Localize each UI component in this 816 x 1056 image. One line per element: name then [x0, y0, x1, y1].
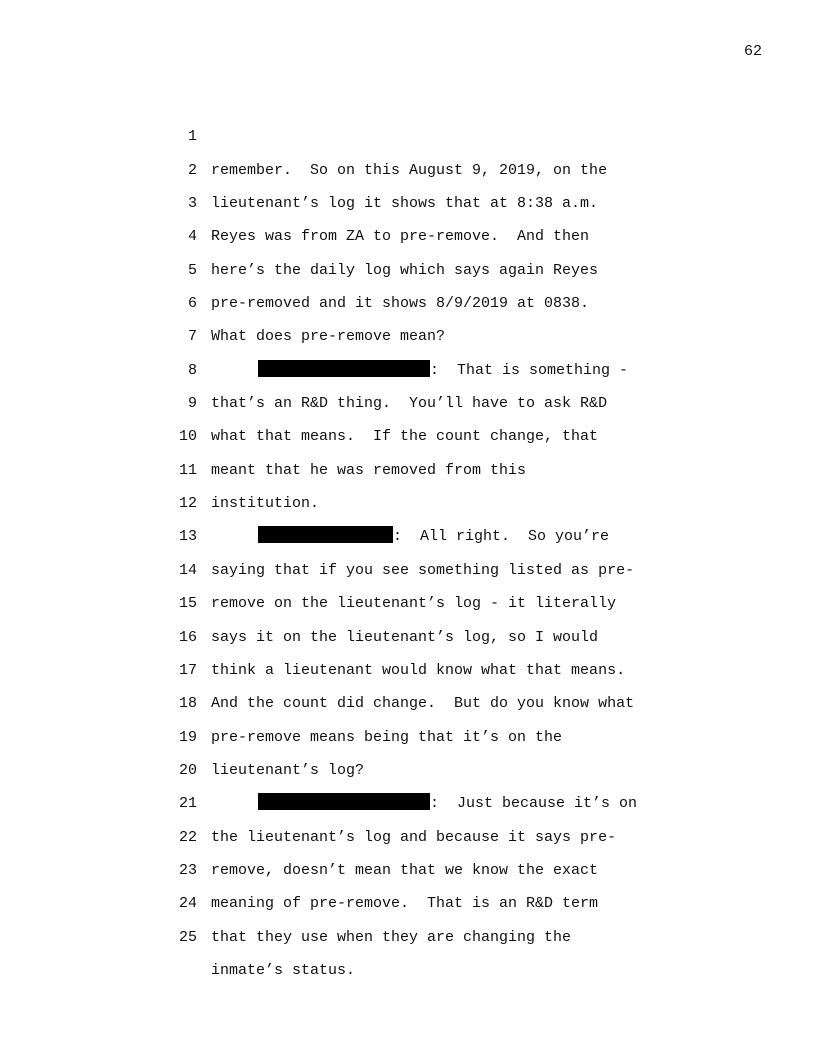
line-text: meaning of pre-remove. That is an R&D term [211, 895, 599, 913]
transcript-body [0, 87, 816, 979]
line-text: think a lieutenant would know what that means. [211, 661, 626, 679]
line-text: remove on the lieutenant’s log - it literally [211, 595, 617, 613]
line-text: what that means. If the count change, that [211, 428, 599, 446]
line-number: 16 [178, 628, 197, 646]
line-number: 21 [178, 795, 197, 813]
line-number: 9 [187, 395, 197, 413]
line-text: lieutenant’s log? [211, 761, 365, 779]
line-number: 1 [187, 128, 197, 146]
line-number: 11 [178, 461, 197, 479]
line-number: 18 [178, 695, 197, 713]
line-text: institution. [211, 495, 320, 513]
line-number: 23 [178, 861, 197, 879]
line-text: remove, doesn’t mean that we know the exact [211, 861, 599, 879]
line-text: pre-remove means being that it’s on the [211, 728, 563, 746]
line-text: pre-removed and it shows 8/9/2019 at 0838. [211, 295, 590, 313]
page-number: 62 [743, 43, 762, 60]
line-number: 3 [187, 195, 197, 213]
line-number: 13 [178, 528, 197, 546]
line-number: 10 [178, 428, 197, 446]
line-text: lieutenant’s log it shows that at 8:38 a.m. [211, 195, 599, 213]
line-text: meant that he was removed from this [211, 461, 527, 479]
line-text: that they use when they are changing the [211, 928, 572, 946]
line-text: And the count did change. But do you know what [211, 695, 635, 713]
line-number: 24 [178, 895, 197, 913]
line-number: 2 [187, 161, 197, 179]
line-text: here’s the daily log which says again Reyes [211, 261, 599, 279]
line-number: 7 [187, 328, 197, 346]
line-text: saying that if you see something listed as pre- [211, 561, 635, 579]
line-number: 8 [187, 361, 197, 379]
line-number: 17 [178, 661, 197, 679]
line-number: 25 [178, 928, 197, 946]
line-number: 22 [178, 828, 197, 846]
line-text: the lieutenant’s log and because it says pre- [211, 828, 617, 846]
line-number: 20 [178, 761, 197, 779]
line-number: 15 [178, 595, 197, 613]
line-text: inmate’s status. [211, 961, 356, 979]
line-number: 12 [178, 495, 197, 513]
line-text: remember. So on this August 9, 2019, on the [211, 161, 608, 179]
line-text: says it on the lieutenant’s log, so I would [211, 628, 599, 646]
line-text: : Just because it’s on [430, 795, 638, 813]
line-number: 5 [187, 261, 197, 279]
line-text: Reyes was from ZA to pre-remove. And then [211, 228, 590, 246]
line-number: 6 [187, 295, 197, 313]
line-number: 4 [187, 228, 197, 246]
line-text: that’s an R&D thing. You’ll have to ask R&D [211, 395, 608, 413]
line-text: What does pre-remove mean? [211, 328, 446, 346]
line-number: 19 [178, 728, 197, 746]
line-text: : That is something - [430, 361, 629, 379]
line-number: 14 [178, 561, 197, 579]
line-text: : All right. So you’re [393, 528, 610, 546]
transcript-line [0, 87, 816, 179]
